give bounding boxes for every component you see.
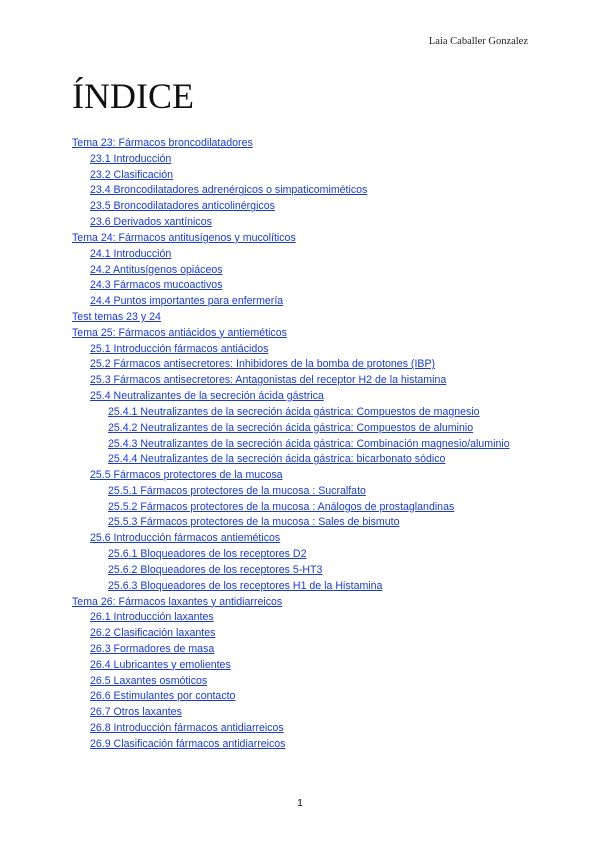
toc-entry [72, 247, 532, 263]
toc-entry [72, 263, 532, 279]
toc-link[interactable]: 25.4 Neutralizantes de la secreción ácida gástrica [90, 390, 324, 402]
toc-link[interactable]: 26.1 Introducción laxantes [90, 611, 214, 624]
toc-entry [72, 357, 532, 373]
toc-entry [72, 689, 532, 705]
toc-entry [72, 610, 532, 626]
toc-entry [72, 674, 532, 690]
toc-link[interactable]: 25.5.1 Fármacos protectores de la mucosa : Sucralfato [108, 484, 366, 497]
toc-entry [72, 626, 532, 642]
toc-entry [72, 231, 532, 247]
toc-link[interactable]: 25.4.2 Neutralizantes de la secreción ácida gástrica: Compuestos de aluminio [108, 421, 474, 434]
toc-entry [72, 373, 532, 389]
toc-link[interactable]: 24.3 Fármacos mucoactivos [90, 279, 223, 292]
toc-entry [72, 737, 532, 753]
toc-link[interactable]: 25.6.2 Bloqueadores de los receptores 5-HT3 [108, 563, 323, 576]
toc-link[interactable]: 25.5 Fármacos protectores de la mucosa [90, 469, 283, 482]
header-author: Laia Caballer Gonzalez [428, 36, 528, 47]
toc-link[interactable]: 23.6 Derivados xantínicos [90, 216, 212, 229]
toc-entry [72, 721, 532, 737]
toc-link[interactable]: 26.8 Introducción fármacos antidiarreicos [90, 722, 284, 735]
toc-link[interactable]: Tema 25: Fármacos antiácidos y antieméticos [72, 326, 287, 339]
toc-link[interactable]: Tema 24: Fármacos antitusígenos y mucolíticos [72, 231, 296, 244]
toc-entry [72, 136, 532, 152]
toc-link[interactable]: 26.2 Clasificación laxantes [90, 627, 216, 640]
page-number: 1 [297, 797, 303, 809]
toc-link[interactable]: 24.1 Introducción [90, 247, 172, 260]
toc-link[interactable]: Test temas 23 y 24 [72, 310, 161, 323]
toc-entry [72, 405, 532, 421]
toc-entry [72, 515, 532, 531]
toc-entry [72, 389, 532, 405]
toc-link[interactable]: 26.7 Otros laxantes [90, 706, 182, 719]
toc-link[interactable]: 25.3 Fármacos antisecretores: Antagonistas del receptor H2 de la histamina [90, 374, 447, 387]
toc-link[interactable]: 23.4 Broncodilatadores adrenérgicos o simpaticomiméticos [90, 184, 368, 197]
toc-link[interactable]: 23.5 Broncodilatadores anticolinérgicos [90, 200, 275, 213]
toc-link[interactable]: Tema 23: Fármacos broncodilatadores [72, 137, 253, 149]
toc-link[interactable]: 26.5 Laxantes osmóticos [90, 674, 208, 687]
toc-entry [72, 278, 532, 294]
toc-entry [72, 421, 532, 437]
toc-entry [72, 326, 532, 342]
toc-link[interactable]: 23.2 Clasificación [90, 168, 174, 181]
toc-entry [72, 563, 532, 579]
toc-link[interactable]: 25.5.3 Fármacos protectores de la mucosa : Sales de bismuto [108, 516, 400, 529]
toc-link[interactable]: Tema 26: Fármacos laxantes y antidiarreicos [72, 595, 283, 608]
toc-link[interactable]: 24.4 Puntos importantes para enfermería [90, 295, 284, 308]
toc-entry [72, 500, 532, 516]
toc-entry [72, 705, 532, 721]
toc-entry [72, 168, 532, 184]
toc-entry [72, 215, 532, 231]
toc-entry [72, 547, 532, 563]
toc-link[interactable]: 23.1 Introducción [90, 152, 172, 165]
toc-link[interactable]: 25.4.3 Neutralizantes de la secreción ácida gástrica: Combinación magnesio/aluminio [108, 437, 510, 450]
toc-link[interactable]: 25.4.1 Neutralizantes de la secreción ácida gástrica: Compuestos de magnesio [108, 405, 480, 418]
toc-entry [72, 658, 532, 674]
toc-entry [72, 642, 532, 658]
toc-link[interactable]: 26.3 Formadores de masa [90, 642, 215, 655]
toc-link[interactable]: 25.5.2 Fármacos protectores de la mucosa : Análogos de prostaglandinas [108, 500, 455, 513]
toc-entry [72, 183, 532, 199]
toc-entry [72, 484, 532, 500]
toc-link[interactable]: 25.6 Introducción fármacos antieméticos [90, 532, 281, 545]
toc-entry [72, 199, 532, 215]
toc-link[interactable]: 25.1 Introducción fármacos antiácidos [90, 342, 269, 355]
toc-link[interactable]: 26.6 Estimulantes por contacto [90, 690, 236, 703]
toc-entry [72, 452, 532, 468]
page-title: ÍNDICE [72, 76, 194, 116]
toc-link[interactable]: 24.2 Antitusígenos opiáceos [90, 263, 223, 276]
toc-entry [72, 468, 532, 484]
toc-entry [72, 152, 532, 168]
toc-entry [72, 310, 532, 326]
toc-link[interactable]: 25.4.4 Neutralizantes de la secreción ácida gástrica: bicarbonato sódico [108, 453, 446, 466]
toc-link[interactable]: 25.6.3 Bloqueadores de los receptores H1 de la Histamina [108, 579, 383, 592]
toc-entry [72, 436, 532, 452]
toc-entry [72, 595, 532, 611]
toc-link[interactable]: 26.9 Clasificación fármacos antidiarreicos [90, 737, 286, 750]
toc-link[interactable]: 25.6.1 Bloqueadores de los receptores D2 [108, 548, 307, 561]
toc-link[interactable]: 25.2 Fármacos antisecretores: Inhibidores de la bomba de protones (IBP) [90, 358, 436, 371]
toc-entry [72, 579, 532, 595]
toc-link[interactable]: 26.4 Lubricantes y emolientes [90, 658, 231, 671]
toc-entry [72, 531, 532, 547]
toc-entry [72, 342, 532, 358]
toc-entry [72, 294, 532, 310]
table-of-contents [72, 136, 532, 753]
